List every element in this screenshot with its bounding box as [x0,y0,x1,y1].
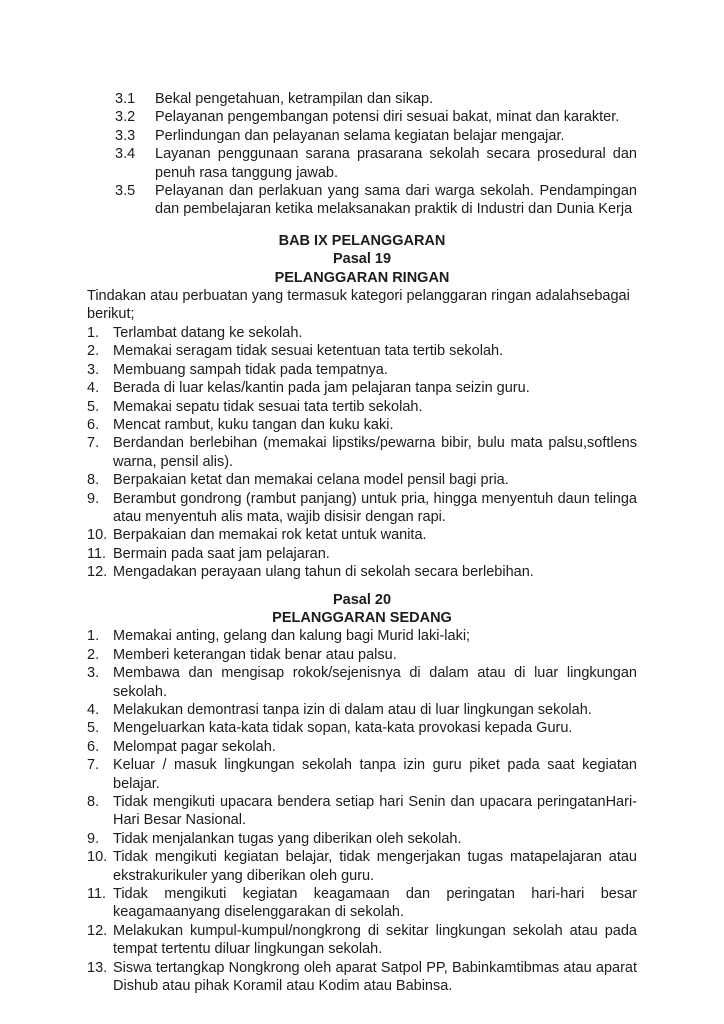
list-item-text: Tidak mengikuti upacara bendera setiap hari Senin dan upacara peringatanHari-Hari Besar Nasional. [113,794,637,829]
list-item-number: 11. [87,886,107,903]
pasal20-subheading: PELANGGARAN SEDANG [272,609,452,626]
list-item-text: Membawa dan mengisap rokok/sejenisnya di dalam atau di luar lingkungan sekolah. [113,665,637,700]
pasal19-intro: Tindakan atau perbuatan yang termasuk kategori pelanggaran ringan adalahsebagai berikut; [87,288,630,323]
list-item-text: Pelayanan pengembangan potensi diri sesuai bakat, minat dan karakter. [155,109,620,126]
list-item-text: Siswa tertangkap Nongkrong oleh aparat Satpol PP, Babinkamtibmas atau aparat Dishub atau pihak Koramil atau Kodim atau Babinsa. [113,959,637,995]
list-item-number: 9. [87,830,100,847]
list-item-text: Layanan penggunaan sarana prasarana sekolah secara prosedural dan penuh rasa tanggung jawab. [155,146,637,181]
list-item-number: 4. [87,702,100,718]
list-item-number: 4. [87,380,100,397]
list-item-number: 8. [87,472,100,489]
list-item-number: 10. [87,849,108,866]
list-item [87,738,637,756]
list-item-text: Tidak mengikuti kegiatan belajar, tidak mengerjakan tugas matapelajaran atau ekstrakurikuler yang diberikan oleh guru. [113,849,637,884]
list-item-number: 3. [87,361,100,378]
list-item [87,379,637,397]
list-item-text: Memakai sepatu tidak sesuai tata tertib sekolah. [113,398,423,415]
list-item-number: 6. [87,416,100,433]
list-item-text: Melakukan demontrasi tanpa izin di dalam atau di luar lingkungan sekolah. [113,702,592,718]
list-item-text: Mengeluarkan kata-kata tidak sopan, kata-kata provokasi kepada Guru. [113,720,573,737]
list-item-number: 3.1 [115,91,136,107]
list-item [87,627,637,645]
list-item-text: Memberi keterangan tidak benar atau palsu. [113,646,397,663]
list-item [87,922,637,959]
list-item-number: 13. [87,959,108,976]
list-item-text: Berada di luar kelas/kantin pada jam pelajaran tanpa seizin guru. [113,380,530,397]
list-item-text: Melompat pagar sekolah. [113,738,276,755]
list-item [87,830,637,848]
list-item-number: 3.3 [115,127,136,144]
list-item-text: Bermain pada saat jam pelajaran. [113,545,330,562]
list-item-text: Pelayanan dan perlakuan yang sama dari warga sekolah. Pendampingan dan pembelajaran ketika melaksanakan praktik di Industri dan Dunia Kerja [155,183,637,218]
list-item-number: 6. [87,738,100,755]
list-item [87,526,637,544]
list-item-text: Memakai seragam tidak sesuai ketentuan tata tertib sekolah. [113,343,504,360]
list-item-number: 12. [87,922,108,939]
list-item-text: Memakai anting, gelang dan kalung bagi Murid laki-laki; [113,628,471,645]
list-item-text: Bekal pengetahuan, ketrampilan dan sikap. [155,91,434,107]
pasal20-heading: Pasal 20 [332,591,392,608]
list-item-number: 9. [87,490,100,507]
list-item-text: Tidak menjalankan tugas yang diberikan oleh sekolah. [113,830,462,847]
list-item-number: 5. [87,720,100,737]
list-item-text: Terlambat datang ke sekolah. [113,324,303,341]
list-item-number: 10. [87,527,108,544]
list-item-text: Mengadakan perayaan ulang tahun di sekolah secara berlebihan. [113,564,534,581]
list-item-text: Tidak mengikuti kegiatan keagamaan dan peringatan hari-hari besar keagamaanyang diselenggarakan di sekolah. [113,886,637,921]
list-item [87,885,637,922]
list-item-number: 3. [87,665,100,682]
list-item-text: Mencat rambut, kuku tangan dan kuku kaki. [113,416,394,433]
list-item [115,90,637,108]
list-item [87,793,637,830]
list-item [87,959,637,996]
list-item-text: Berpakaian dan memakai rok ketat untuk wanita. [113,527,427,544]
list-item [115,108,637,126]
list-item-number: 8. [87,794,100,811]
list-item [87,434,637,471]
list-item [115,127,637,145]
list-item-number: 3.4 [115,146,136,163]
list-item [87,471,637,489]
list-item-text: Membuang sampah tidak pada tempatnya. [113,361,388,378]
list-item-number: 7. [87,435,100,452]
list-item [87,646,637,664]
list-item [87,490,637,527]
list-item-number: 3.2 [115,109,136,126]
list-item-number: 11. [87,545,107,562]
list-item [115,182,637,219]
list-item-number: 5. [87,398,100,415]
list-item-number: 2. [87,343,100,360]
list-item [87,342,637,360]
chapter-heading: BAB IX PELANGGARAN [278,232,446,249]
list-item-text: Melakukan kumpul-kumpul/nongkrong di sekitar lingkungan sekolah atau pada tempat tertentu diluar lingkungan sekolah. [113,922,637,958]
list-item [87,701,637,719]
rights-sublist [115,90,637,219]
list-item [87,756,637,793]
list-item [87,719,637,737]
list-item-number: 1. [87,324,100,341]
list-item-number: 3.5 [115,183,136,200]
list-item [87,324,637,342]
list-item-number: 1. [87,628,100,645]
list-item-number: 12. [87,564,108,581]
list-item-number: 2. [87,646,100,663]
pelanggaran-sedang-list [87,627,637,995]
list-item [87,398,637,416]
list-item [87,664,637,701]
pasal19-subheading: PELANGGARAN RINGAN [274,269,450,286]
list-item [87,848,637,885]
list-item-text: Perlindungan dan pelayanan selama kegiatan belajar mengajar. [155,127,565,144]
list-item-text: Keluar / masuk lingkungan sekolah tanpa izin guru piket pada saat kegiatan belajar. [113,757,637,792]
list-item-number: 7. [87,757,100,774]
pasal19-heading: Pasal 19 [332,251,392,268]
list-item-text: Berdandan berlebihan (memakai lipstiks/pewarna bibir, bulu mata palsu,softlens warna, pensil alis). [113,435,637,470]
list-item-text: Berambut gondrong (rambut panjang) untuk pria, hingga menyentuh daun telinga atau menyentuh alis mata, wajib disisir dengan rapi. [113,490,637,525]
list-item [87,545,637,563]
list-item [115,145,637,182]
list-item [87,361,637,379]
list-item [87,416,637,434]
list-item-text: Berpakaian ketat dan memakai celana model pensil bagi pria. [113,472,509,489]
list-item [87,563,637,581]
pelanggaran-ringan-list [87,324,637,582]
